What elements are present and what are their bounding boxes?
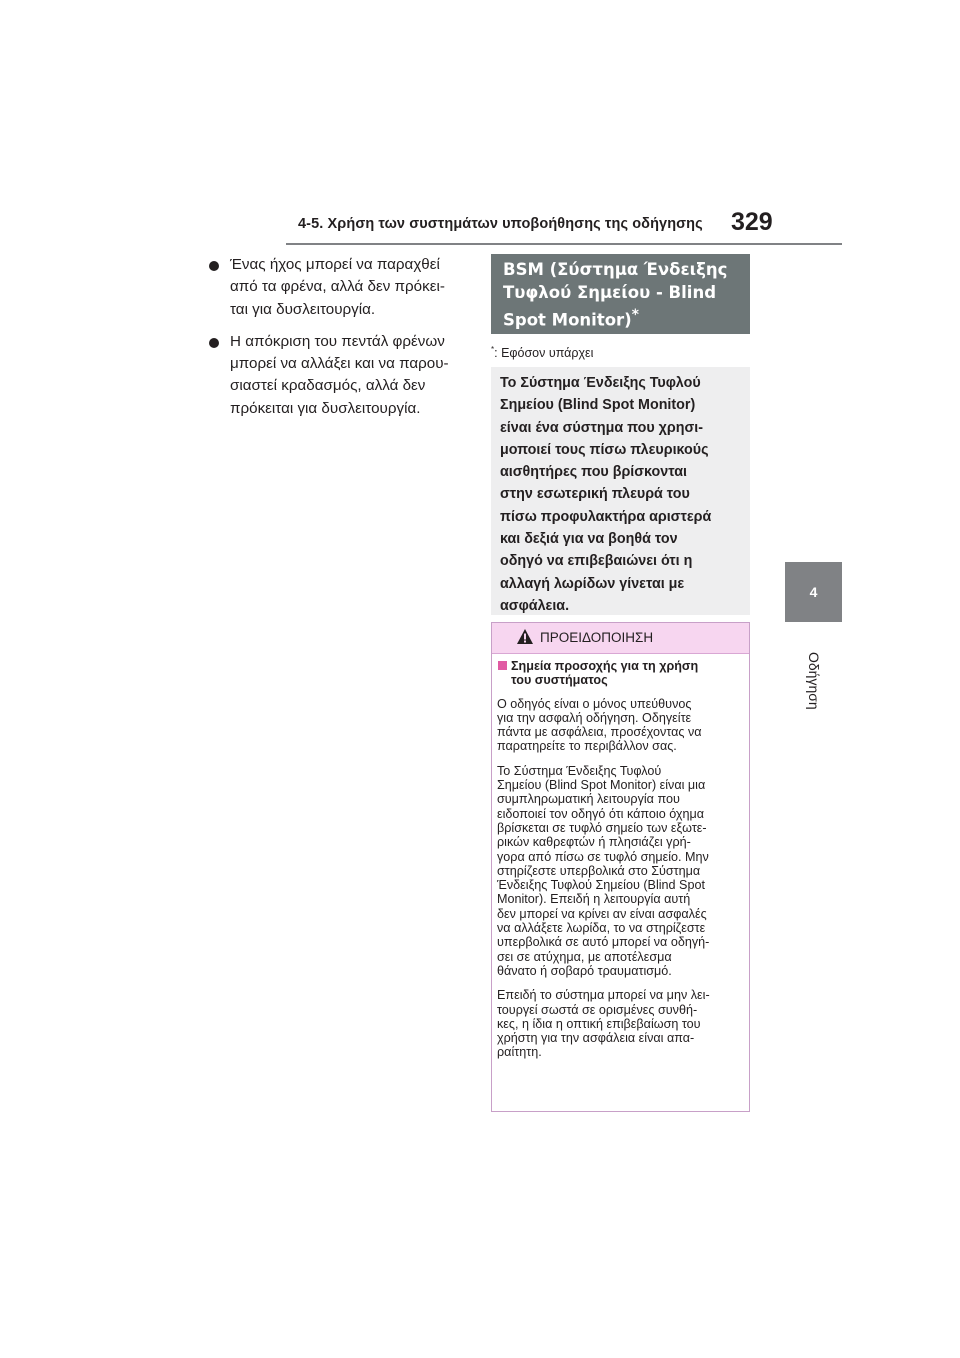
intro-line: αισθητήρες που βρίσκονται: [500, 464, 687, 481]
section-title: 4-5. Χρήση των συστημάτων υποβοήθησης της οδήγησης: [298, 216, 703, 232]
warning-paragraph: Ο οδηγός είναι ο μόνος υπεύθυνος για την ασφαλή οδήγηση. Οδηγείτε πάντα με ασφάλεια, προσέχοντας να παρατηρείτε το περιβάλλον σας.: [497, 696, 702, 754]
bsm-heading-line: Spot Monitor)*: [503, 307, 639, 330]
bullet-item: [209, 331, 471, 420]
bsm-heading-line: BSM (Σύστημα Ένδειξης: [503, 260, 728, 279]
intro-line: ασφάλεια.: [500, 597, 570, 614]
footnote: *: Εφόσον υπάρχει: [491, 345, 594, 361]
warning-body: [492, 654, 749, 1060]
warning-title: ΠΡΟΕΙΔΟΠΟΙΗΣΗ: [540, 630, 654, 645]
warning-triangle-icon: [516, 628, 534, 645]
page-number: 329: [731, 208, 773, 236]
intro-line: μοποιεί τους πίσω πλευρικούς: [500, 441, 709, 458]
bullet-line: μπορεί να αλλάξει και να παρου-: [230, 355, 449, 373]
warning-paragraph: Επειδή το σύστημα μπορεί να μην λει- τουργεί σωστά σε ορισμένες συνθή- κες, η ίδια η οπτική επιβεβαίωση του χρήστη για την ασφάλεια είναι απα- ραίτητη.: [497, 988, 710, 1060]
chapter-label: Οδήγηση: [806, 652, 822, 710]
bullet-line: πρόκειται για δυσλειτουργία.: [230, 399, 421, 417]
header-divider: [286, 243, 842, 245]
bsm-section-heading: [491, 254, 750, 334]
warning-paragraph: Το Σύστημα Ένδειξης Τυφλού Σημείου (Blind Spot Monitor) είναι μια συμπληρωματική λειτουργία που ειδοποιεί τον οδηγό ότι κάποιο όχημα βρίσκεται σε τυφλό σημείο των εξωτε- ρικών καθρεφτών ή πλησιάζει γρή- γορα από πίσω σε τυφλό σημείο. Μην στηρίζεστε υπερβολικά στο Σύστημα Ένδειξης Τυφλού Σημείου (Blind Spot Monitor). Επειδή η λειτουργία αυτή δεν μπορεί να κρίνει αν είναι ασφαλές να αλλάξετε λωρίδα, το να στηρίζεστε υπερβολικά σε αυτό μπορεί να οδηγή- σει σε ατύχημα, με αποτέλεσμα θάνατο ή σοβαρό τραυματισμό.: [497, 763, 710, 978]
bullet-list: [209, 254, 471, 430]
warning-box: [491, 622, 750, 1112]
bullet-line: από τα φρένα, αλλά δεν πρόκει-: [230, 278, 445, 296]
square-bullet-icon: [498, 661, 507, 670]
bullet-line: Η απόκριση του πεντάλ φρένων: [230, 332, 445, 350]
intro-line: και δεξιά για να βοηθά τον: [500, 531, 678, 548]
intro-line: πίσω προφυλακτήρα αριστερά: [500, 508, 712, 525]
intro-line: είναι ένα σύστημα που χρησι-: [500, 419, 704, 436]
intro-box: [491, 367, 750, 615]
intro-line: οδηγό να επιβεβαιώνει ότι η: [500, 553, 693, 570]
bullet-line: ται για δυσλειτουργία.: [230, 300, 376, 318]
warning-subtitle: Σημεία προσοχής για τη χρήση του συστήματος: [497, 659, 749, 688]
bullet-item: [209, 254, 471, 321]
intro-line: αλλαγή λωρίδων γίνεται με: [500, 575, 685, 592]
bullet-line: σιαστεί κραδασμός, αλλά δεν: [230, 377, 426, 395]
asterisk: *: [631, 307, 639, 323]
intro-line: Το Σύστημα Ένδειξης Τυφλού: [500, 375, 701, 391]
intro-line: στην εσωτερική πλευρά του: [500, 486, 690, 503]
bullet-icon: [209, 338, 219, 348]
chapter-tab[interactable]: [785, 562, 842, 622]
intro-line: Σημείου (Blind Spot Monitor): [500, 397, 696, 414]
bullet-icon: [209, 261, 219, 271]
bsm-heading-line: Τυφλού Σημείου - Blind: [503, 283, 717, 302]
bullet-line: Ένας ήχος μπορεί να παραχθεί: [230, 256, 440, 273]
chapter-number: 4: [809, 584, 818, 600]
warning-header: [492, 623, 749, 654]
